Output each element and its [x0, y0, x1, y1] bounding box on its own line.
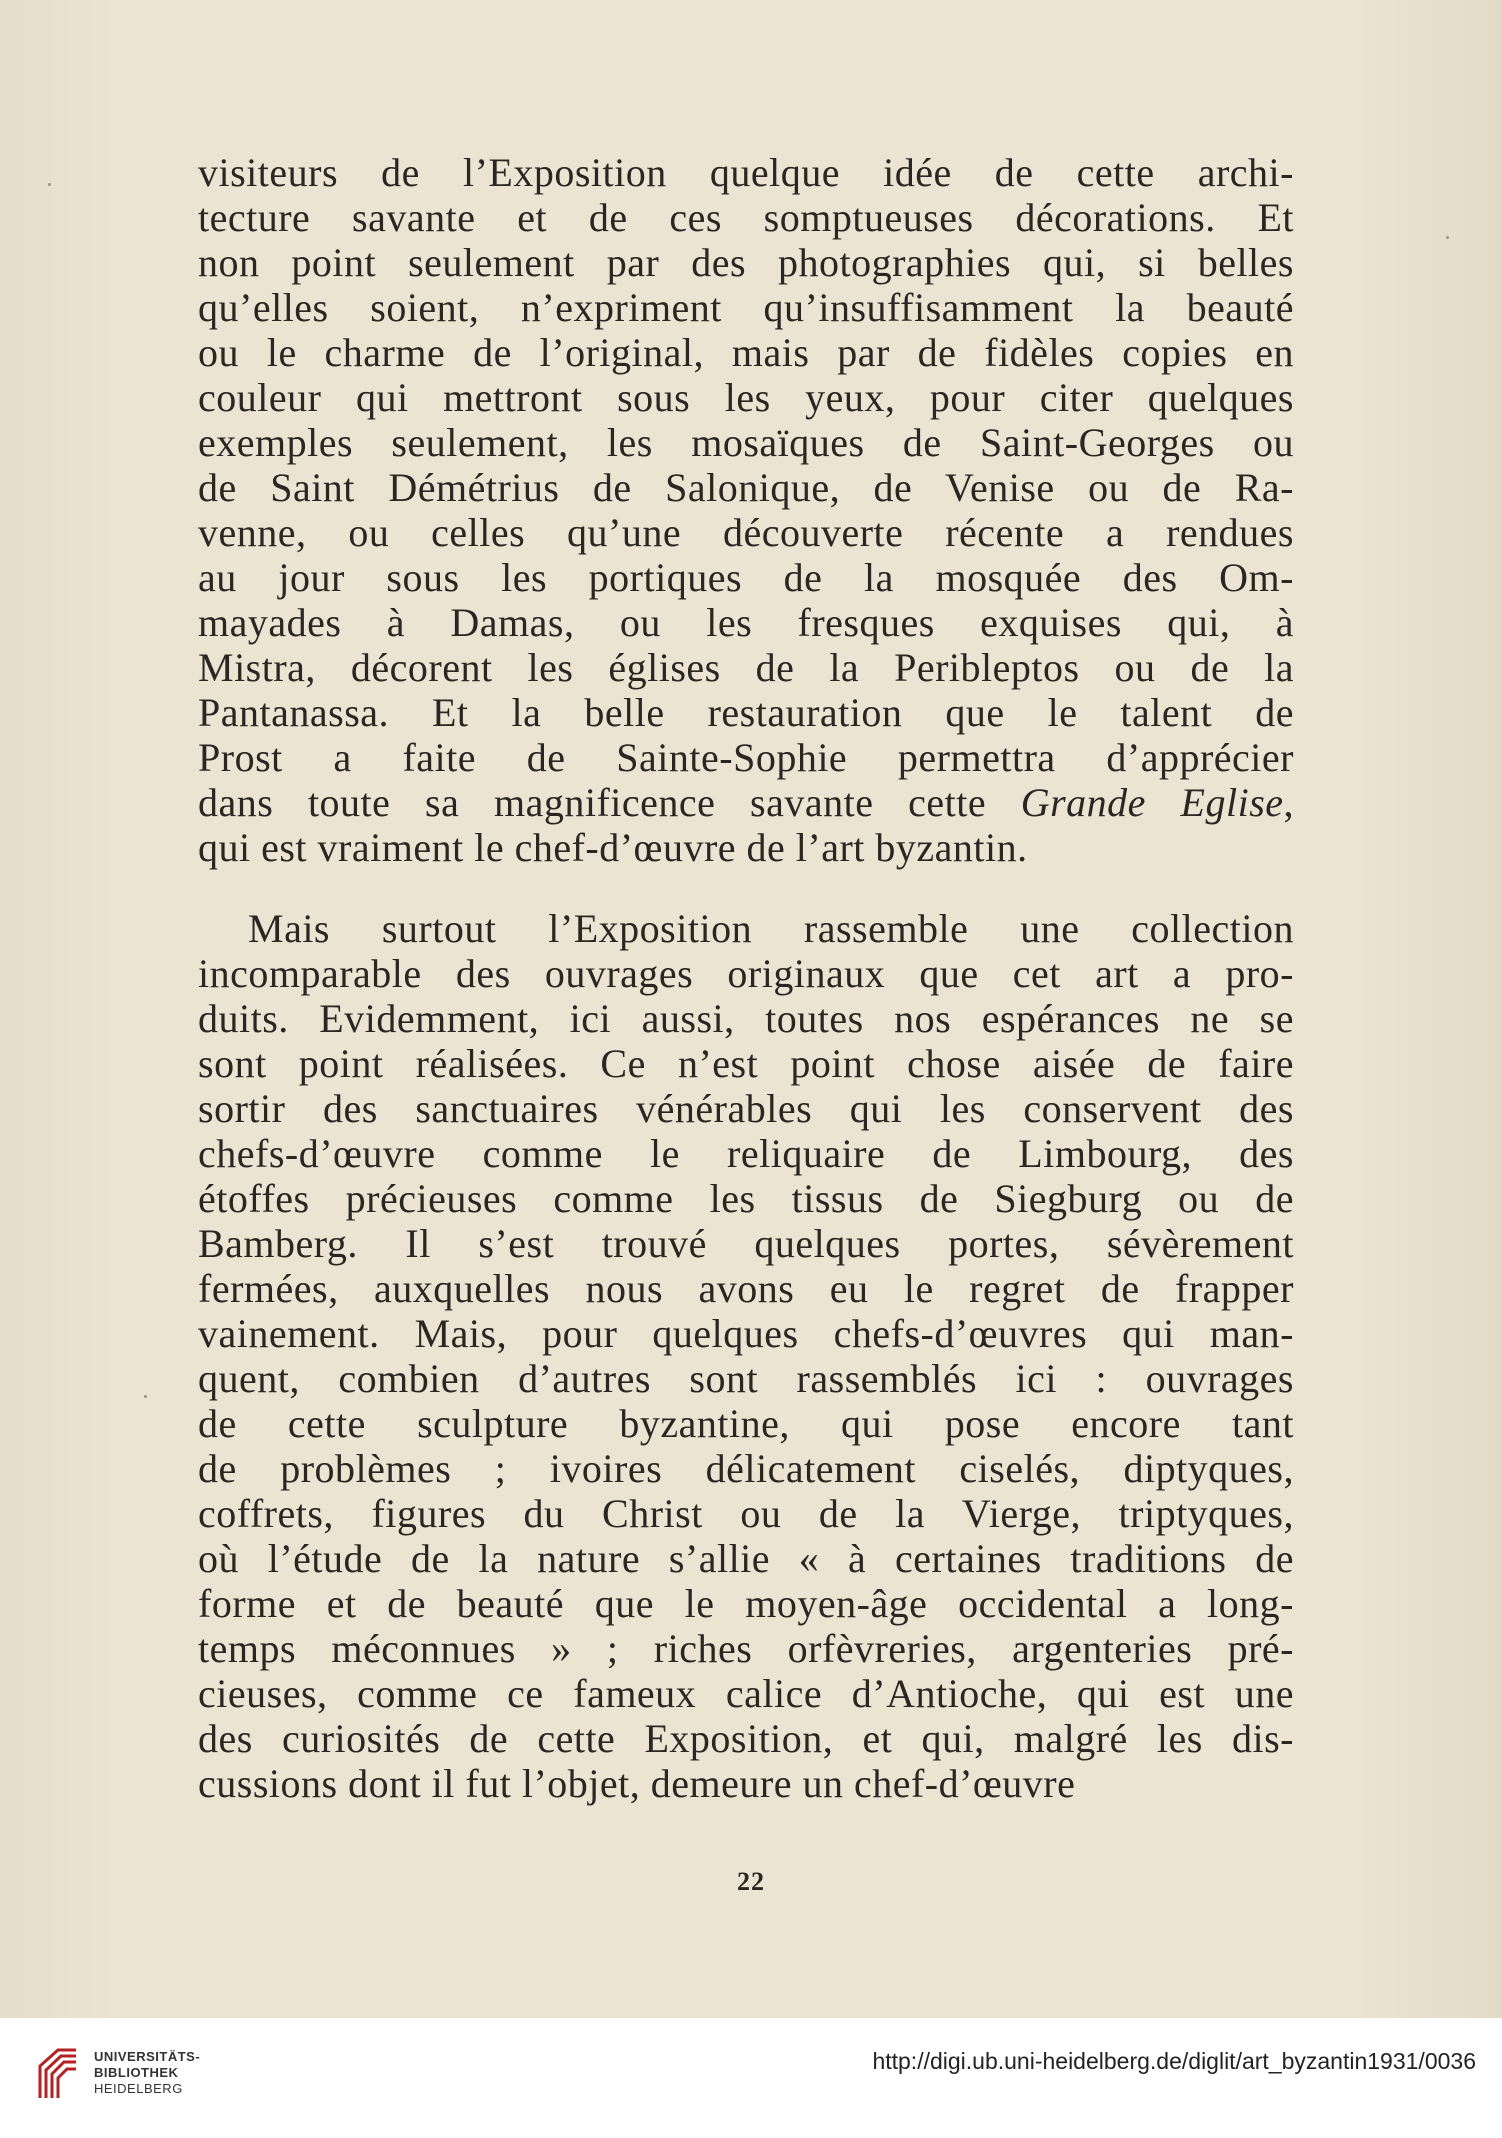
library-logo[interactable] — [36, 2044, 200, 2102]
text-segment: dans toute sa magnificence savante cette — [198, 780, 1021, 825]
text-line: exemples seulement, les mosaïques de Saint-Georges ou — [198, 420, 1294, 465]
text-line: sont point réalisées. Ce n’est point chose aisée de faire — [198, 1041, 1294, 1086]
library-name-line-3: HEIDELBERG — [94, 2081, 183, 2096]
library-name-line-1: UNIVERSITÄTS- — [94, 2049, 201, 2064]
text-line: Bamberg. Il s’est trouvé quelques portes, sévèrement — [198, 1221, 1294, 1266]
library-name-line-2: BIBLIOTHEK — [94, 2065, 179, 2080]
text-line: venne, ou celles qu’une découverte récente a rendues — [198, 510, 1294, 555]
text-line: non point seulement par des photographies qui, si belles — [198, 240, 1294, 285]
paragraph-gap — [198, 870, 1294, 906]
scan-speck — [144, 1395, 147, 1398]
text-line: forme et de beauté que le moyen-âge occidental a long- — [198, 1581, 1294, 1626]
paragraph-1 — [198, 150, 1294, 870]
digitization-footer — [0, 2018, 1502, 2138]
source-url[interactable]: http://digi.ub.uni-heidelberg.de/diglit/art_byzantin1931/0036 — [872, 2048, 1476, 2074]
text-line: quent, combien d’autres sont rassemblés ici : ouvrages — [198, 1356, 1294, 1401]
text-line: coffrets, figures du Christ ou de la Vierge, triptyques, — [198, 1491, 1294, 1536]
text-line: chefs-d’œuvre comme le reliquaire de Limbourg, des — [198, 1131, 1294, 1176]
library-logo-icon — [36, 2044, 80, 2102]
text-line: qui est vraiment le chef-d’œuvre de l’art byzantin. — [198, 825, 1028, 870]
text-line: Prost a faite de Sainte-Sophie permettra d’apprécier — [198, 735, 1294, 780]
text-line: temps méconnues » ; riches orfèvreries, argenteries pré- — [198, 1626, 1294, 1671]
page-number: 22 — [737, 1867, 765, 1896]
text-line: ou le charme de l’original, mais par de fidèles copies en — [198, 330, 1294, 375]
text-line — [198, 780, 1294, 825]
paragraph-2 — [198, 906, 1294, 1806]
text-line: au jour sous les portiques de la mosquée des Om- — [198, 555, 1294, 600]
text-line: couleur qui mettront sous les yeux, pour citer quelques — [198, 375, 1294, 420]
text-line: mayades à Damas, ou les fresques exquises qui, à — [198, 600, 1294, 645]
text-line: de problèmes ; ivoires délicatement ciselés, diptyques, — [198, 1446, 1294, 1491]
text-line: tecture savante et de ces somptueuses décorations. Et — [198, 195, 1294, 240]
text-line: Mais surtout l’Exposition rassemble une collection — [248, 906, 1294, 951]
text-line: duits. Evidemment, ici aussi, toutes nos espérances ne se — [198, 996, 1294, 1041]
scan-speck — [1446, 236, 1449, 239]
text-segment: , — [1283, 780, 1295, 825]
text-line: vainement. Mais, pour quelques chefs-d’œuvres qui man- — [198, 1311, 1294, 1356]
text-line: qu’elles soient, n’expriment qu’insuffisamment la beauté — [198, 285, 1294, 330]
text-line: Pantanassa. Et la belle restauration que le talent de — [198, 690, 1294, 735]
text-line: incomparable des ouvrages originaux que cet art a pro- — [198, 951, 1294, 996]
text-line: de cette sculpture byzantine, qui pose encore tant — [198, 1401, 1294, 1446]
text-line: fermées, auxquelles nous avons eu le regret de frapper — [198, 1266, 1294, 1311]
text-line: cieuses, comme ce fameux calice d’Antioche, qui est une — [198, 1671, 1294, 1716]
text-line: visiteurs de l’Exposition quelque idée de cette archi- — [198, 150, 1294, 195]
text-line: étoffes précieuses comme les tissus de Siegburg ou de — [198, 1176, 1294, 1221]
text-line: Mistra, décorent les églises de la Peribleptos ou de la — [198, 645, 1294, 690]
text-line: sortir des sanctuaires vénérables qui les conservent des — [198, 1086, 1294, 1131]
text-line: des curiosités de cette Exposition, et qui, malgré les dis- — [198, 1716, 1294, 1761]
library-name — [94, 2049, 200, 2097]
scan-speck — [48, 183, 51, 186]
italic-title: Grande Eglise — [1020, 780, 1284, 825]
text-line: où l’étude de la nature s’allie « à certaines traditions de — [198, 1536, 1294, 1581]
body-text — [198, 150, 1294, 1806]
text-line: de Saint Démétrius de Salonique, de Venise ou de Ra- — [198, 465, 1294, 510]
text-line: cussions dont il fut l’objet, demeure un chef-d’œuvre — [198, 1761, 1076, 1806]
